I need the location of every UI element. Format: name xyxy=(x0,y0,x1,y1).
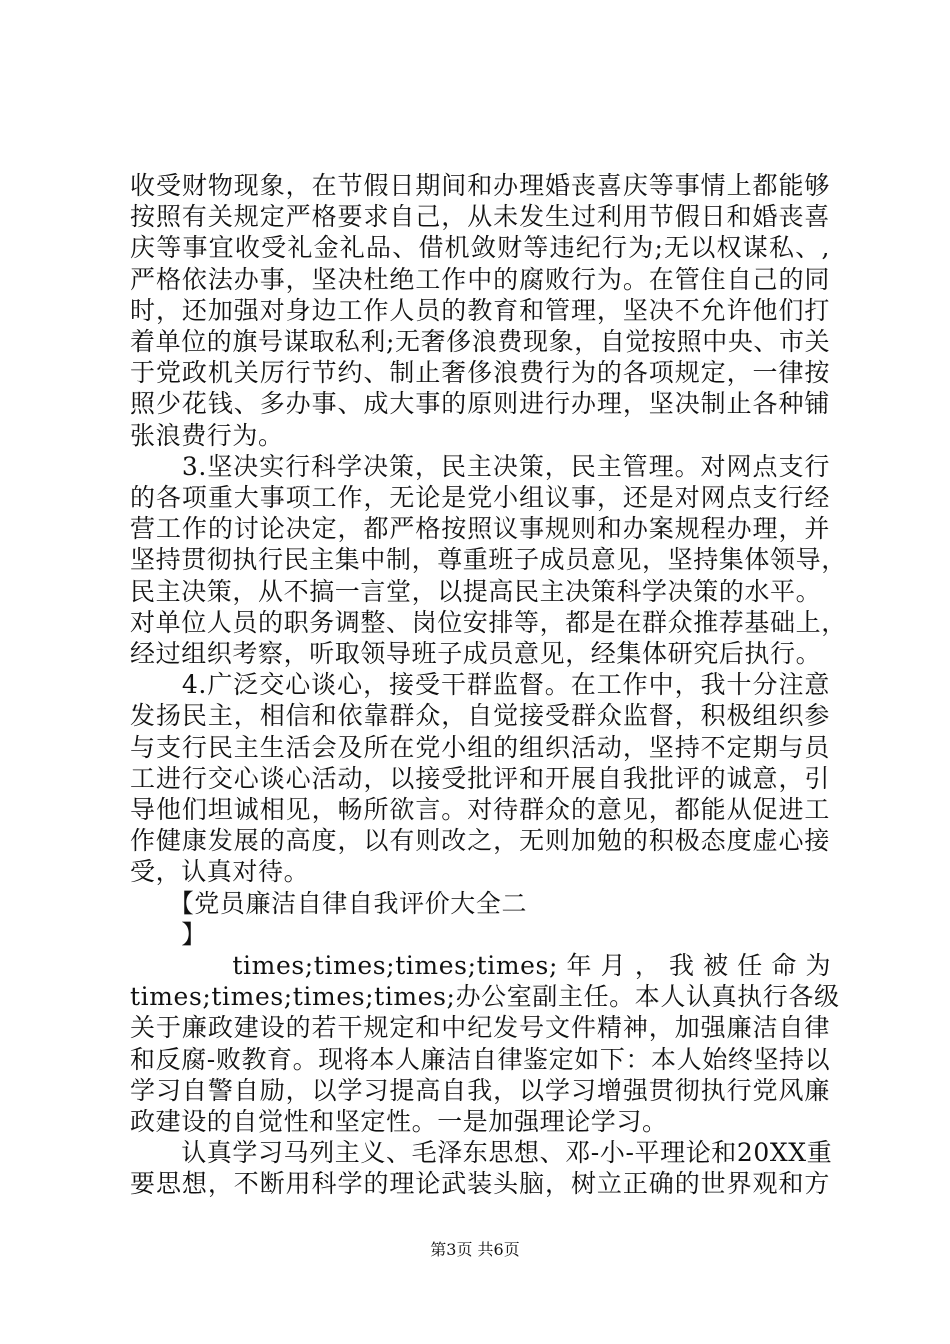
text-line: 照少花钱、多办事、成大事的原则进行办理，坚决制止各种铺 xyxy=(130,389,830,418)
text-line: 着单位的旗号谋取私利;无奢侈浪费现象，自觉按照中央、市关 xyxy=(130,327,831,356)
text-line: 要思想，不断用科学的理论武装头脑，树立正确的世界观和方 xyxy=(130,1169,830,1198)
text-line: 于党政机关厉行节约、制止奢侈浪费行为的各项规定，一律按 xyxy=(130,358,830,387)
section-heading: 【党员廉洁自律自我评价大全二 xyxy=(130,889,528,918)
text-line: 4.广泛交心谈心，接受干群监督。在工作中，我十分注意 xyxy=(130,670,830,699)
text-line: times;times;times;times; 年 月 ， 我 被 任 命 为 xyxy=(130,951,832,980)
text-line: 认真学习马列主义、毛泽东思想、邓-小-平理论和20XX重 xyxy=(130,1138,833,1167)
text-line: 发扬民主，相信和依靠群众，自觉接受群众监督，积极组织参 xyxy=(130,701,830,730)
text-line: 坚持贯彻执行民主集中制，尊重班子成员意见，坚持集体领导， xyxy=(130,545,847,574)
text-line: 民主决策，从不搞一言堂，以提高民主决策科学决策的水平。 xyxy=(130,577,822,606)
text-line: 严格依法办事，坚决杜绝工作中的腐败行为。在管住自己的同 xyxy=(130,265,830,294)
text-line: 收受财物现象，在节假日期间和办理婚丧喜庆等事情上都能够 xyxy=(130,171,830,200)
text-line: 按照有关规定严格要求自己，从未发生过利用节假日和婚丧喜 xyxy=(130,202,830,231)
text-line: 关于廉政建设的若干规定和中纪发号文件精神，加强廉洁自律 xyxy=(130,1013,830,1042)
text-line: 导他们坦诚相见，畅所欲言。对待群众的意见，都能从促进工 xyxy=(130,795,830,824)
text-line: 学习自警自励，以学习提高自我，以学习增强贯彻执行党风廉 xyxy=(130,1076,830,1105)
text-line: 张浪费行为。 xyxy=(130,421,284,450)
text-line: times;times;times;times;办公室副主任。本人认真执行各级 xyxy=(130,982,840,1011)
text-line: 营工作的讨论决定，都严格按照议事规则和办案规程办理，并 xyxy=(130,514,830,543)
text-line: 政建设的自觉性和坚定性。一是加强理论学习。 xyxy=(130,1107,668,1136)
text-line: 时，还加强对身边工作人员的教育和管理，坚决不允许他们打 xyxy=(130,296,830,325)
text-line: 的各项重大事项工作，无论是党小组议事，还是对网点支行经 xyxy=(130,483,830,512)
text-line: 庆等事宜收受礼金礼品、借机敛财等违纪行为;无以权谋私、, xyxy=(130,233,830,262)
text-line: 与支行民主生活会及所在党小组的组织活动，坚持不定期与员 xyxy=(130,733,830,762)
text-line: 3.坚决实行科学决策，民主决策，民主管理。对网点支行 xyxy=(130,452,830,481)
text-line: 和反腐-败教育。现将本人廉洁自律鉴定如下：本人始终坚持以 xyxy=(130,1045,831,1074)
text-line: 工进行交心谈心活动，以接受批评和开展自我批评的诚意，引 xyxy=(130,764,830,793)
text-line: 受，认真对待。 xyxy=(130,857,310,886)
page-footer: 第3页 共6页 xyxy=(430,1240,520,1259)
section-heading-bracket: 】 xyxy=(130,920,207,949)
text-line: 作健康发展的高度，以有则改之，无则加勉的积极态度虚心接 xyxy=(130,826,830,855)
text-line: 对单位人员的职务调整、岗位安排等，都是在群众推荐基础上， xyxy=(130,608,847,637)
text-line: 经过组织考察，听取领导班子成员意见，经集体研究后执行。 xyxy=(130,639,822,668)
